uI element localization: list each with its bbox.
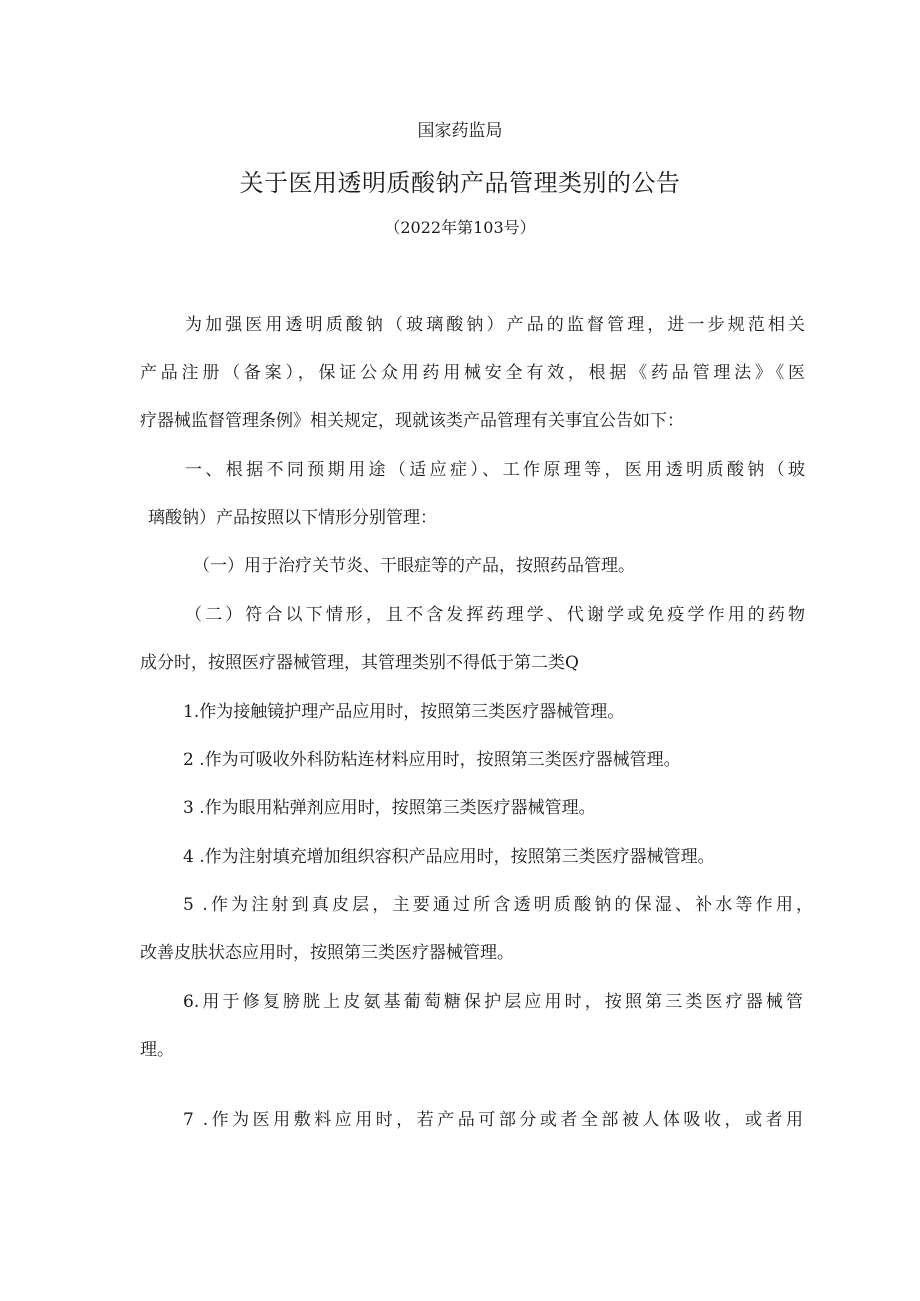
issuing-agency: 国家药监局 — [417, 121, 503, 141]
list-item-continuation: 理。 — [140, 1040, 174, 1060]
paragraph-line: （二）符合以下情形，且不含发挥药理学、代谢学或免疫学作用的药物 — [185, 605, 805, 625]
document-title: 关于医用透明质酸钠产品管理类别的公告 — [239, 169, 681, 197]
list-item: 7 .作为医用敷料应用时，若产品可部分或者全部被人体吸收，或者用 — [183, 1110, 803, 1130]
list-item: 4 .作为注射填充增加组织容积产品应用时，按照第三类医疗器械管理。 — [183, 847, 715, 867]
list-item-continuation: 改善皮肤状态应用时，按照第三类医疗器械管理。 — [140, 943, 514, 963]
paragraph-line: 为加强医用透明质酸钠（玻璃酸钠）产品的监督管理，进一步规范相关 — [185, 315, 805, 335]
paragraph-line: 疗器械监督管理条例》相关规定，现就该类产品管理有关事宜公告如下： — [140, 411, 684, 431]
list-item: 1.作为接触镜护理产品应用时，按照第三类医疗器械管理。 — [183, 702, 625, 722]
paragraph-line: 成分时，按照医疗器械管理，其管理类别不得低于第二类Q — [140, 653, 579, 673]
paragraph-line: 一、根据不同预期用途（适应症）、工作原理等，医用透明质酸钠（玻 — [185, 460, 805, 480]
document-number: （2022年第103号） — [384, 218, 536, 237]
paragraph-line: 产品注册（备案），保证公众用药用械安全有效，根据《药品管理法》《医 — [140, 363, 805, 383]
paragraph-line: （一）用于治疗关节炎、干眼症等的产品，按照药品管理。 — [193, 556, 635, 576]
list-item: 3 .作为眼用粘弹剂应用时，按照第三类医疗器械管理。 — [183, 798, 596, 818]
paragraph-line: 璃酸钠）产品按照以下情形分别管理： — [148, 508, 437, 528]
list-item: 6.用于修复膀胱上皮氨基葡萄糖保护层应用时，按照第三类医疗器械管 — [183, 992, 803, 1012]
list-item: 2 .作为可吸收外科防粘连材料应用时，按照第三类医疗器械管理。 — [183, 750, 681, 770]
list-item: 5 .作为注射到真皮层，主要通过所含透明质酸钠的保湿、补水等作用， — [183, 895, 813, 915]
